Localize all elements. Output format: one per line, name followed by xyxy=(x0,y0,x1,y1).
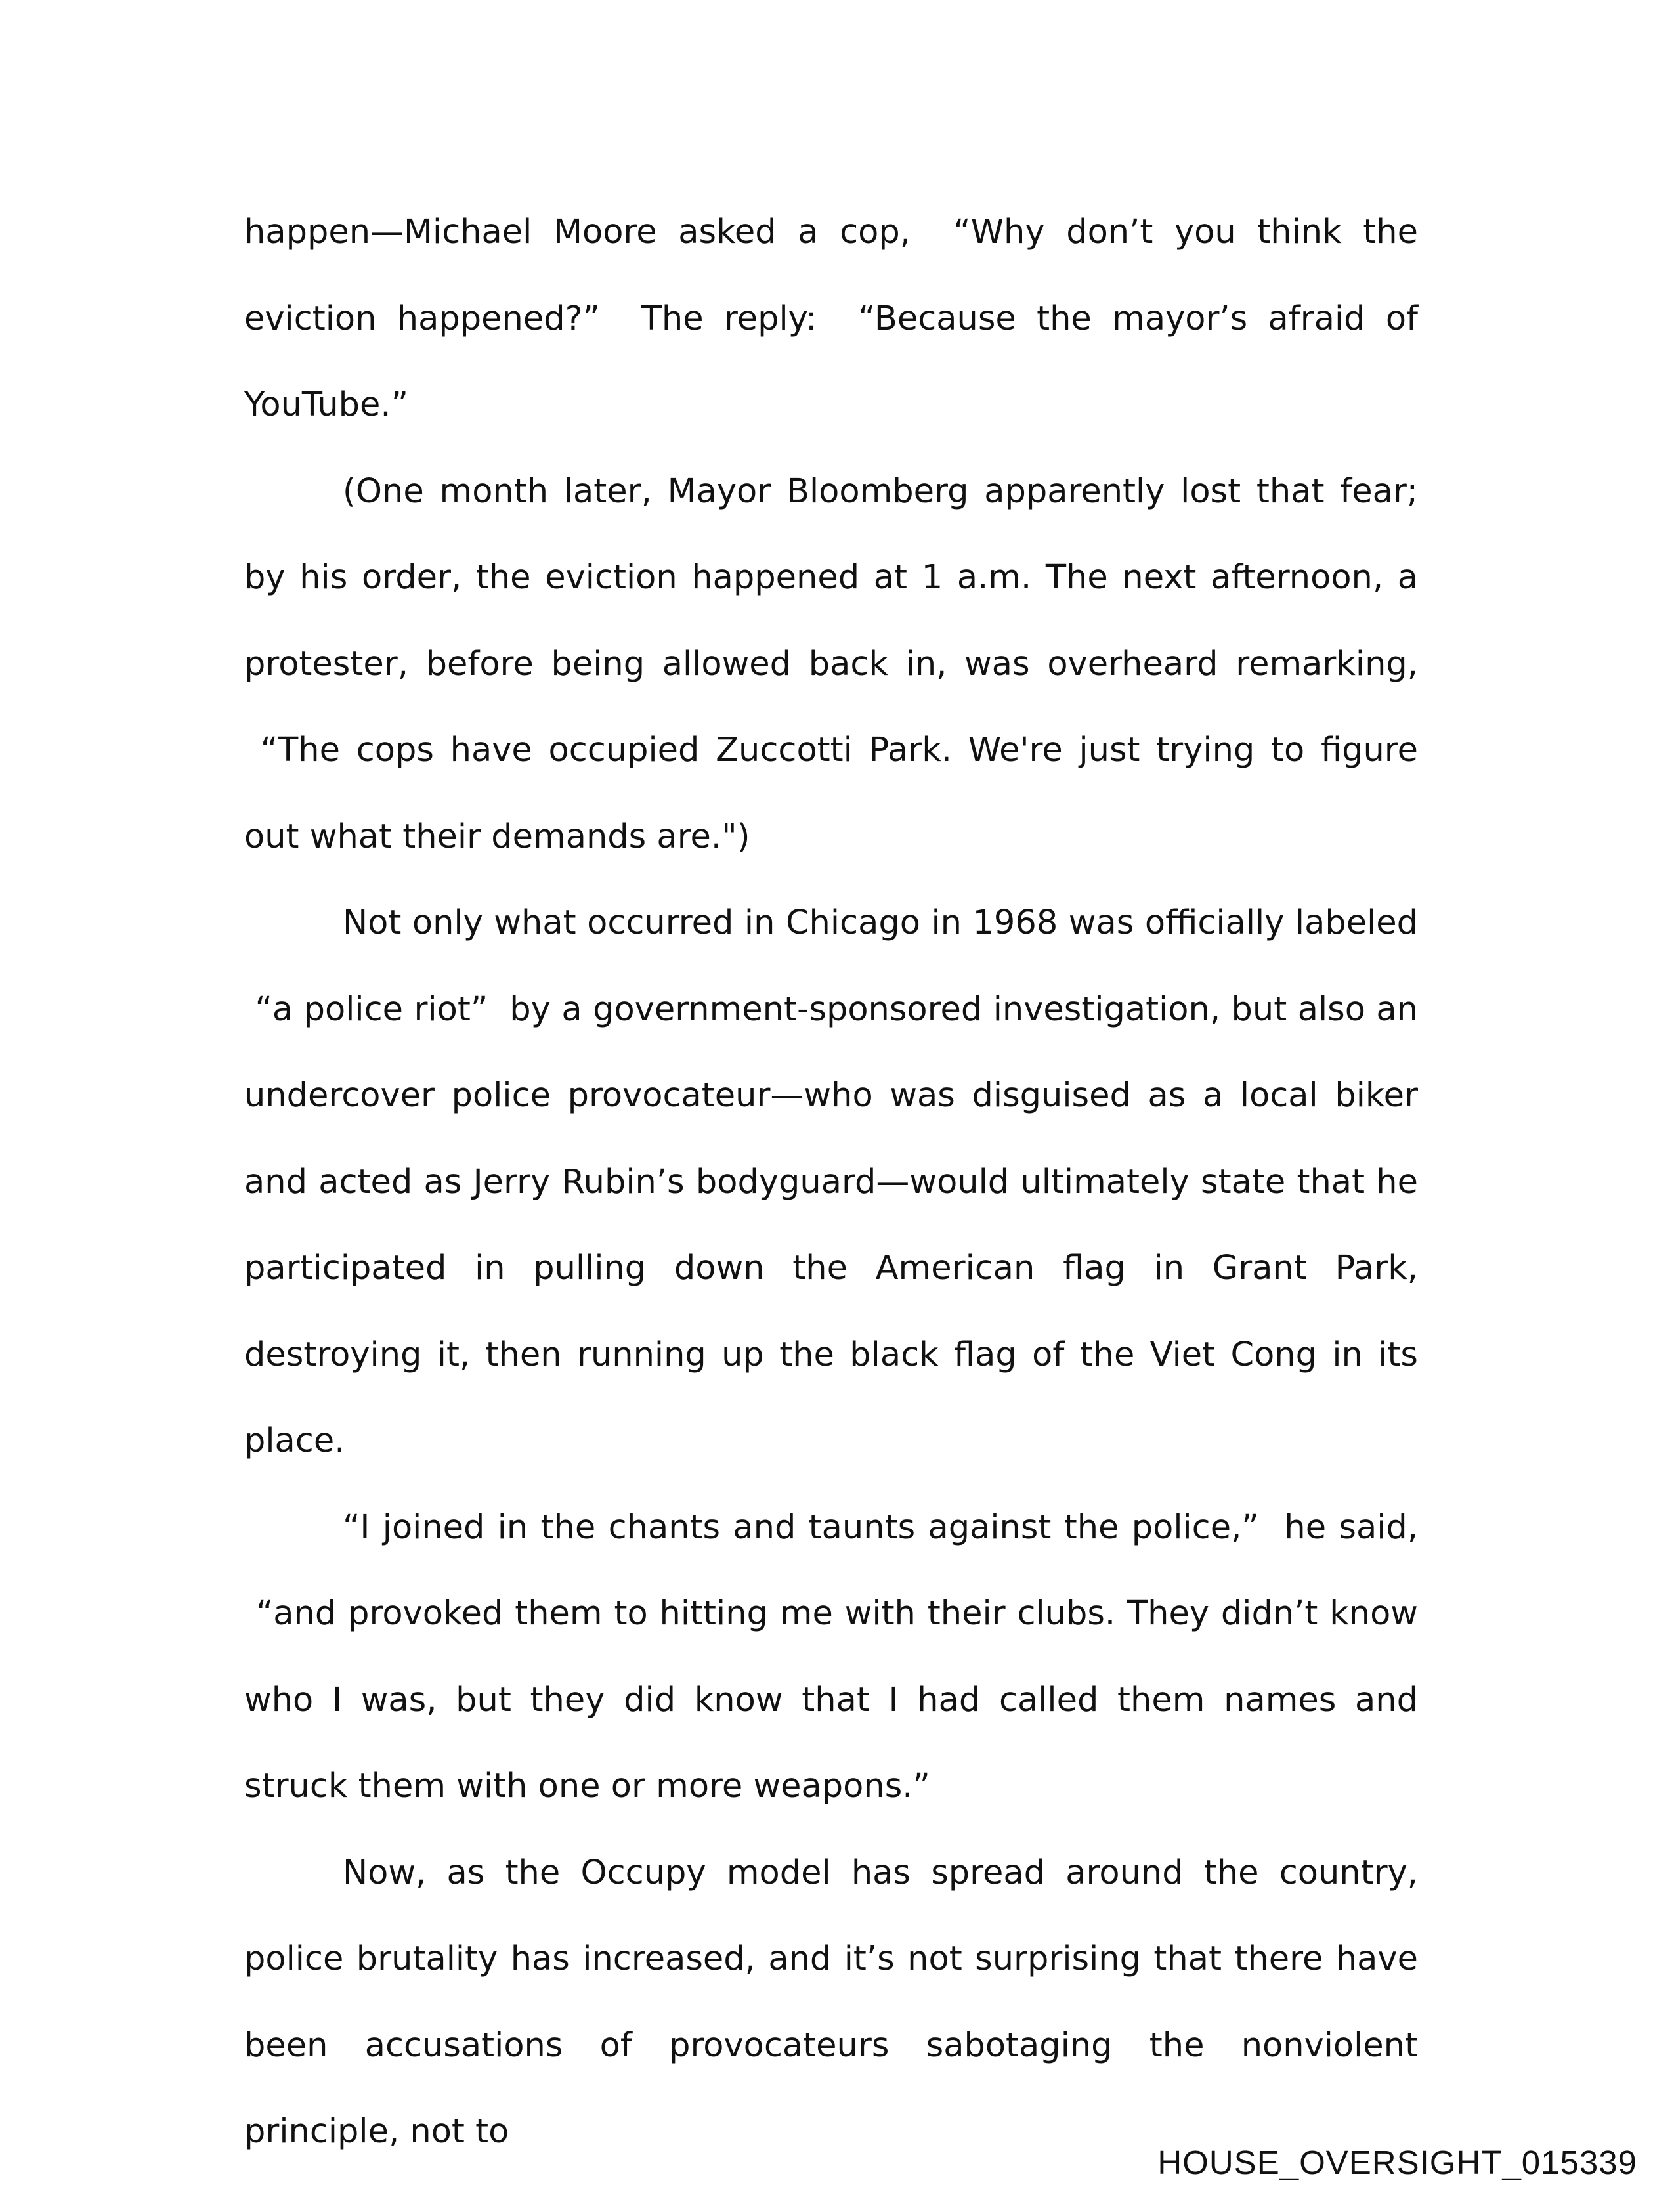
paragraph: (One month later, Mayor Bloomberg apparently lost that fear; by his order, the eviction happened at 1 a.m. The next afternoon, a protester, before being allowed back in, was overheard remarking, “The cops have occupied Zuccotti Park. We're just trying to figure out what their demands are.") xyxy=(244,471,1418,856)
document-id-footer: HOUSE_OVERSIGHT_015339 xyxy=(1157,2144,1637,2181)
paragraph: happen—Michael Moore asked a cop, “Why don’t you think the eviction happened?” The reply: “Because the mayor’s afraid of YouTube.” xyxy=(244,213,1418,424)
document-body xyxy=(244,189,1418,2175)
paragraph: “I joined in the chants and taunts against the police,” he said, “and provoked them to hitting me with their clubs. They didn’t know who I was, but they did know that I had called them names and struck them with one or more weapons.” xyxy=(244,1507,1418,1806)
paragraph: Now, as the Occupy model has spread around the country, police brutality has increased, and it’s not surprising that there have been accusations of provocateurs sabotaging the nonviolent principle, not to xyxy=(244,1853,1418,2151)
paragraph: Not only what occurred in Chicago in 1968 was officially labeled “a police riot” by a government-sponsored investigation, but also an undercover police provocateur—who was disguised as a local biker and acted as Jerry Rubin’s bodyguard—would ultimately state that he participated in pulling down the American flag in Grant Park, destroying it, then running up the black flag of the Viet Cong in its place. xyxy=(244,903,1418,1460)
